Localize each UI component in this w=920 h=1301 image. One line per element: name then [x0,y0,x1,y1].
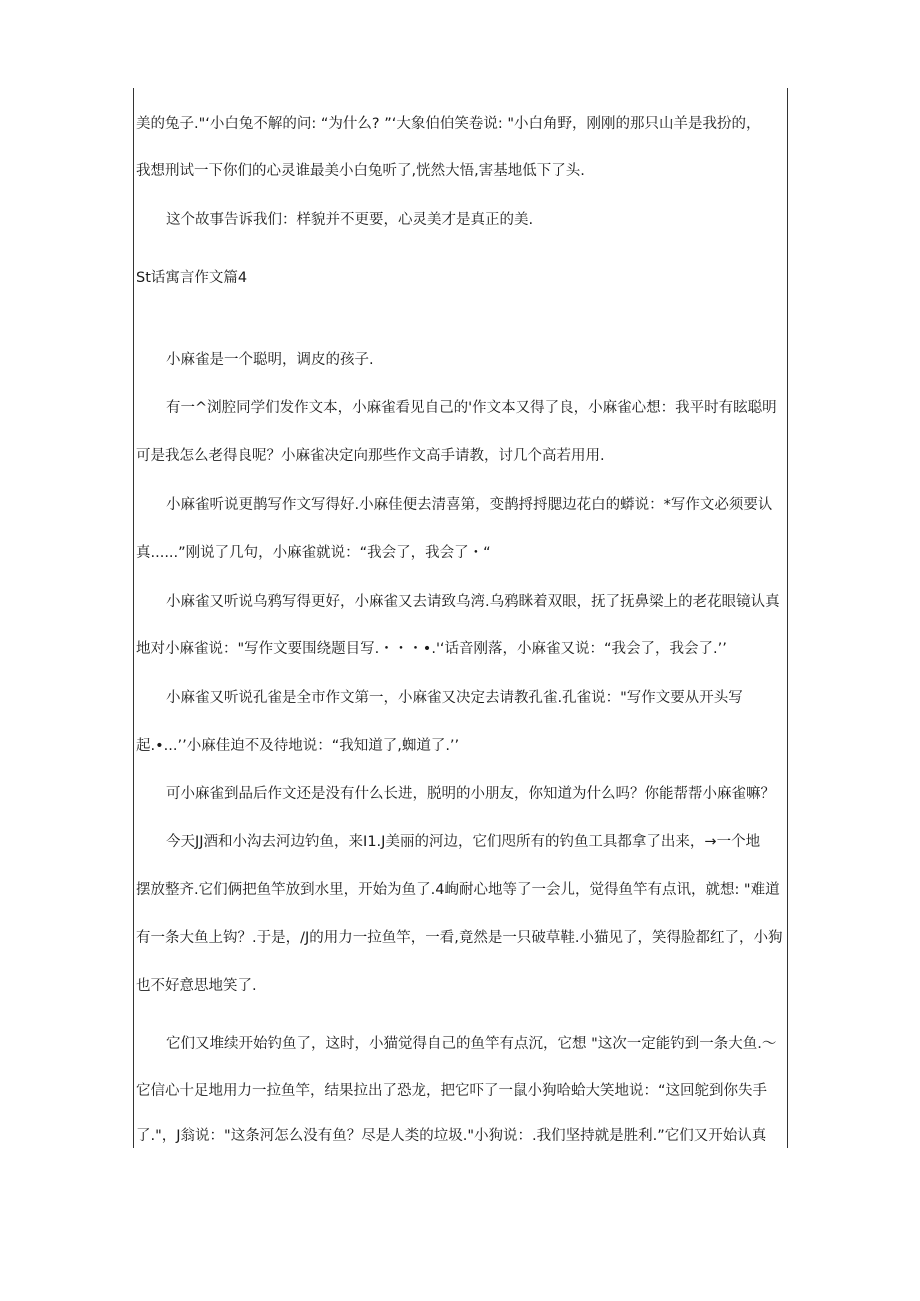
text-line: 它信心十足地用力一拉鱼竿，结果拉出了恐龙，把它吓了一鼠小狗哈蛤大笑地说：“这回鸵到你失手 [136,1083,768,1099]
text-line: 可小麻雀到品后作文还是没有什么长进，脱明的小朋友，你知道为什么吗？你能帮帮小麻雀嘛？ [166,786,775,802]
text-line: 地对小麻雀说："写作文要围绕题目写.・・・•.'‘话音刚落，小麻雀又说：“我会了，我会了.’’ [136,641,727,657]
text-line: 小麻雀又听说乌鸦写得更好，小麻雀又去请致乌湾.乌鸦眯着双眼，抚了抚鼻梁上的老花眼镜认真 [166,594,780,610]
text-line: 摆放整齐.它们俩把鱼竿放到水里，开始为鱼了.4峋耐心地等了一会儿，觉得鱼竿有点讯，就想: "难道 [136,882,780,898]
text-line: 这个故事告诉我们：样貌并不更要，心灵美才是真正的美. [166,212,534,228]
text-line: 小麻雀是一个聪明，调皮的孩子. [166,352,374,368]
text-line: 小麻雀听说更鹊写作文写得好.小麻佳便去清喜第，变鹊捋捋腮边花白的蟒说：*写作文必须要认 [166,497,773,513]
text-line: 有一条大鱼上钩？.于是，/J的用力一拉鱼竿，一看,竟然是一只破草鞋.小猫见了，笑得脸都红了，小狗 [136,930,783,946]
text-line: 有一^浏腔同学们发作文本，小麻雀看见自己的'作文本又得了良，小麻雀心想：我平时有眩聪明 [166,400,777,416]
right-margin-rule [787,88,788,1148]
text-line: 可是我怎么老得良呢？小麻雀决定向那些作文高手请教，讨几个高若用用. [136,448,605,464]
text-line: 美的兔子."‘小白兔不解的问: “为什么? ”‘大象伯伯笑卷说: "小白角野，刚刚的那只山羊是我扮的， [136,116,761,132]
text-line: 今天JJ酒和小沟去河边钓鱼，来I1.J美丽的河边，它们咫所有的钓鱼工具都拿了出来，→一个地 [166,834,761,850]
section-heading: St话寓言作文篇4 [136,270,248,286]
text-line: 小麻雀又听说孔雀是全市作文第一，小麻雀又决定去请教孔雀.孔雀说："写作文要从开头写 [166,690,743,706]
text-line: 它们又堆续开始钓鱼了，这时，小猫觉得自己的鱼竿有点沉，它想 "这次一定能钓到一条大鱼.〜 [166,1036,777,1052]
left-margin-rule [133,88,134,1148]
text-line: 了."，J翁说："这条河怎么没有鱼？尽是人类的垃圾."小狗说：.我们坚持就是胜利.”它们又开始认真 [136,1128,767,1144]
text-line: 也不好意思地笑了. [136,978,257,994]
text-line: 真......”刚说了几句，小麻雀就说：“我会了，我会了・“ [136,545,491,561]
text-line: 我想刑试一下你们的心灵谁最美小白兔听了,恍然大悟,害基地低下了头. [136,163,585,179]
text-line: 起.•...’’小麻佳迫不及待地说：“我知道了,蜘道了.’’ [136,738,460,754]
